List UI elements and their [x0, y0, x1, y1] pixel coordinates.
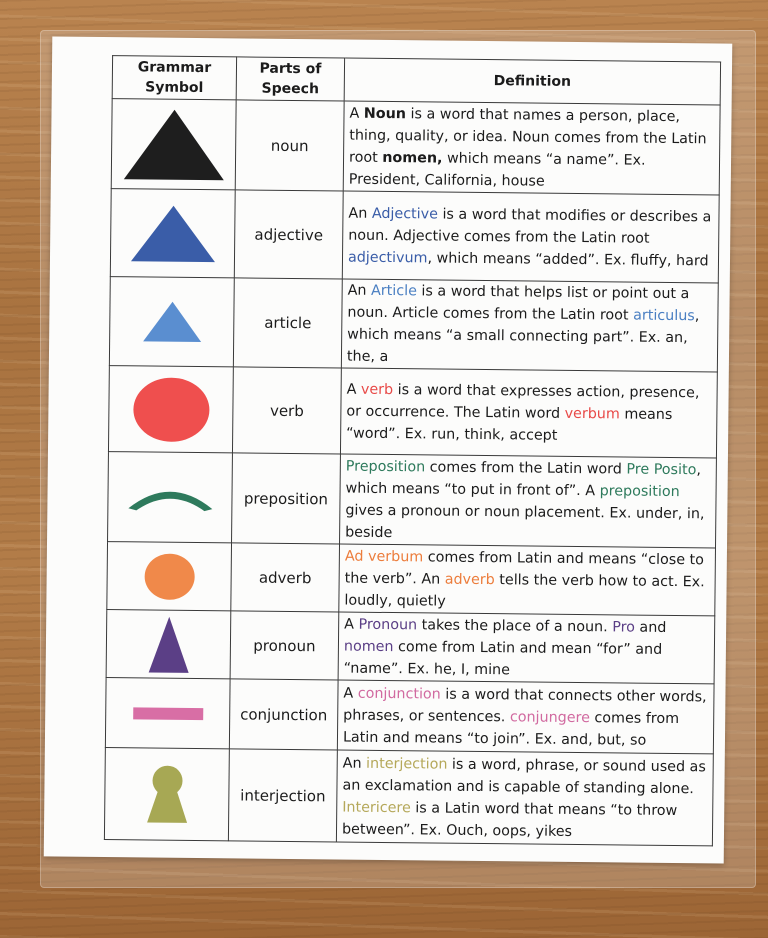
definition-segment: articulus	[633, 307, 695, 325]
table-row-adverb	[107, 542, 716, 616]
symbol-cell	[108, 366, 233, 453]
definition-segment: A	[344, 616, 359, 633]
header-pos: Parts of Speech	[236, 57, 344, 101]
definition-cell	[338, 612, 715, 684]
small-triangle-icon	[141, 299, 203, 344]
definition-segment: , which means “added”. Ex. fluffy, hard	[427, 249, 709, 269]
definition-cell	[340, 368, 717, 458]
definition-segment: Pro	[612, 618, 636, 636]
definition-segment: is a word that names a person, place, thing, quality, or idea. Noun comes from the Latin root	[348, 105, 707, 166]
crescent-icon	[124, 482, 216, 513]
large-circle-icon	[131, 376, 212, 443]
symbol-cell	[108, 452, 233, 543]
definition-segment: which means “a name”. Ex. President, California, house	[348, 150, 646, 190]
definition-segment: A	[343, 685, 358, 702]
definition-cell	[342, 191, 719, 283]
pos-cell: interjection	[228, 749, 337, 842]
definition-segment: interjection	[366, 755, 448, 773]
definition-segment: conjunction	[357, 685, 441, 703]
definition-segment: Noun	[363, 105, 407, 122]
definition-segment: means “word”. Ex. run, think, accept	[346, 405, 673, 444]
definition-segment: gives a pronoun or noun placement. Ex. under, in, beside	[345, 502, 705, 541]
definition-segment: Pronoun	[358, 616, 418, 633]
tall-triangle-icon	[146, 614, 191, 674]
definition-segment: Pre Posito	[626, 460, 697, 478]
header-definition: Definition	[344, 58, 720, 105]
definition-cell	[336, 750, 713, 846]
header-row	[112, 56, 720, 105]
definition-segment: is a word that modifies or describes a noun. Adjective comes from the Latin root	[348, 206, 712, 247]
symbol-cell	[111, 99, 236, 190]
table-row-interjection	[104, 748, 713, 846]
bar-icon	[131, 705, 205, 722]
symbol-cell	[106, 610, 231, 679]
symbol-cell	[105, 678, 230, 749]
table-row-article	[109, 277, 718, 372]
definition-segment: conjungere	[509, 708, 590, 726]
definition-segment: Preposition	[345, 458, 426, 475]
medium-triangle-icon	[128, 203, 217, 264]
small-circle-icon	[143, 552, 195, 601]
definition-segment: An	[347, 282, 372, 299]
table-row-preposition	[108, 452, 717, 548]
table-row-adjective	[110, 189, 719, 283]
pos-cell: conjunction	[229, 679, 338, 750]
pos-cell: preposition	[232, 453, 341, 544]
definition-segment: come from Latin and mean “for” and “name”. Ex. he, I, mine	[343, 638, 663, 678]
definition-segment: takes the place of a noun.	[417, 616, 613, 635]
symbol-cell	[109, 277, 234, 367]
symbol-cell	[104, 748, 229, 841]
definition-segment: is a Latin word that means “to throw between”. Ex. Ouch, oops, yikes	[341, 799, 678, 840]
definition-cell	[343, 101, 720, 195]
definition-segment: and	[634, 619, 667, 636]
definition-segment: is a word that expresses action, presence, or occurrence. The Latin word	[346, 381, 700, 422]
pos-cell: noun	[235, 100, 344, 191]
definition-segment: Article	[370, 282, 418, 300]
definition-segment: An	[342, 755, 367, 772]
definition-segment: adverb	[444, 571, 495, 588]
table-row-pronoun	[106, 610, 715, 684]
definition-segment: nomen	[343, 638, 394, 655]
definition-segment: An	[348, 205, 372, 222]
definition-segment: verb	[360, 381, 394, 398]
definition-segment: comes from the Latin word	[425, 458, 627, 477]
definition-segment: Ad verbum	[344, 548, 424, 565]
definition-cell	[337, 680, 714, 754]
definition-segment: Adjective	[371, 205, 439, 223]
definition-segment: nomen,	[382, 149, 443, 167]
symbol-cell	[107, 542, 232, 611]
definition-segment: tells the verb how to act. Ex. loudly, quietly	[344, 571, 705, 610]
pos-cell: pronoun	[230, 611, 339, 680]
definition-cell	[340, 454, 717, 548]
pos-cell: article	[233, 278, 342, 368]
definition-segment: verbum	[564, 405, 620, 422]
definition-segment: is a word that helps list or point out a noun. Article comes from the Latin root	[347, 283, 690, 324]
pos-cell: adverb	[231, 543, 340, 612]
keyhole-icon	[143, 764, 192, 824]
symbol-cell	[110, 189, 235, 278]
definition-segment: adjectivum	[347, 249, 428, 266]
definition-cell	[339, 544, 716, 616]
paper-sheet	[44, 36, 733, 863]
grammar-table	[104, 55, 721, 846]
definition-segment: preposition	[599, 482, 680, 500]
table-row-verb	[108, 366, 717, 458]
large-triangle-icon	[121, 107, 226, 182]
definition-segment: is a word, phrase, or sound used as an exclamation and is capable of standing alone.	[342, 756, 706, 797]
definition-segment: comes from Latin and means “to join”. Ex. and, but, so	[342, 709, 680, 749]
pos-cell: adjective	[234, 190, 343, 279]
definition-segment: A	[346, 381, 362, 398]
definition-segment: Intericere	[342, 799, 411, 816]
table-row-conjunction	[105, 678, 714, 754]
pos-cell: verb	[232, 367, 341, 454]
definition-cell	[341, 279, 718, 372]
definition-segment: A	[349, 105, 364, 122]
definition-segment: comes from Latin and means “close to the verb”. An	[344, 548, 705, 588]
table-row-noun	[111, 99, 720, 195]
definition-segment: is a word that connects other words, phrases, or sentences.	[343, 686, 707, 725]
definition-segment: , which means “a small connecting part”. Ex. an, the, a	[346, 308, 700, 365]
header-symbol: Grammar Symbol	[112, 56, 236, 100]
definition-segment: , which means “to put in front of”. A	[345, 461, 702, 499]
